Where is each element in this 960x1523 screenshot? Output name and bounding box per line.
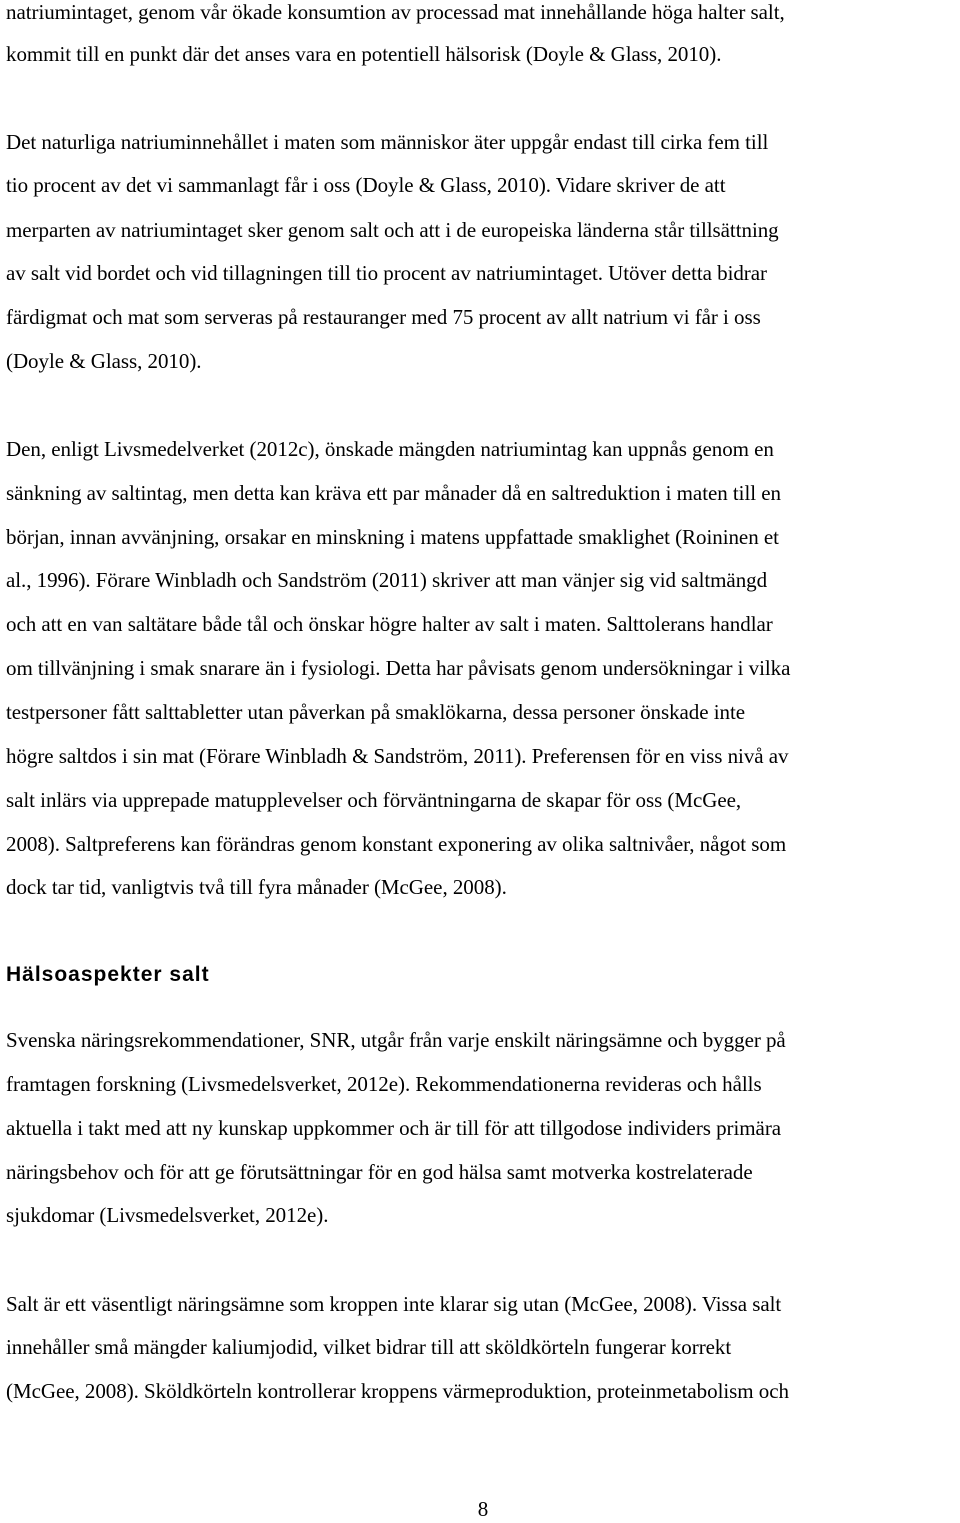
paragraph-3-line-11: dock tar tid, vanligtvis två till fyra månader (McGee, 2008). <box>6 875 507 899</box>
paragraph-4-line-3: aktuella i takt med att ny kunskap uppkommer och är till för att tillgodose individers primära <box>6 1116 782 1140</box>
paragraph-3-line-6: om tillvänjning i smak snarare än i fysiologi. Detta har påvisats genom undersökningar i vilka <box>6 656 791 680</box>
paragraph-4-line-2: framtagen forskning (Livsmedelsverket, 2012e). Rekommendationerna revideras och hålls <box>6 1072 762 1096</box>
paragraph-1-line-2: kommit till en punkt där det anses vara en potentiell hälsorisk (Doyle & Glass, 2010). <box>6 42 722 66</box>
paragraph-3-line-9: salt inlärs via upprepade matupplevelser och förväntningarna de skapar för oss (McGee, <box>6 788 742 812</box>
paragraph-1-line-1: natriumintaget, genom vår ökade konsumtion av processad mat innehållande höga halter salt, <box>6 0 785 24</box>
paragraph-3-line-5: och att en van saltätare både tål och önskar högre halter av salt i maten. Salttolerans handlar <box>6 612 773 636</box>
page-number: 8 <box>477 1497 489 1521</box>
paragraph-4-line-5: sjukdomar (Livsmedelsverket, 2012e). <box>6 1203 329 1227</box>
paragraph-3-line-2: sänkning av saltintag, men detta kan kräva ett par månader då en saltreduktion i maten till en <box>6 481 781 505</box>
paragraph-2-line-1: Det naturliga natriuminnehållet i maten som människor äter uppgår endast till cirka fem till <box>6 130 769 154</box>
paragraph-2-line-4: av salt vid bordet och vid tillagningen till tio procent av natriumintaget. Utöver detta bidrar <box>6 261 767 285</box>
section-heading: Hälsoaspekter salt <box>6 963 210 986</box>
paragraph-5-line-3: (McGee, 2008). Sköldkörteln kontrollerar kroppens värmeproduktion, proteinmetabolism och <box>6 1379 789 1403</box>
paragraph-3-line-10: 2008). Saltpreferens kan förändras genom konstant exponering av olika saltnivåer, något som <box>6 832 787 856</box>
paragraph-2-line-6: (Doyle & Glass, 2010). <box>6 349 202 373</box>
paragraph-4-line-4: näringsbehov och för att ge förutsättningar för en god hälsa samt motverka kostrelaterade <box>6 1160 753 1184</box>
paragraph-3-line-1: Den, enligt Livsmedelverket (2012c), önskade mängden natriumintag kan uppnås genom en <box>6 437 774 461</box>
paragraph-5-line-2: innehåller små mängder kaliumjodid, vilket bidrar till att sköldkörteln fungerar korrekt <box>6 1335 732 1359</box>
paragraph-3-line-3: början, innan avvänjning, orsakar en minskning i matens uppfattade smaklighet (Roininen et <box>6 525 779 549</box>
paragraph-3-line-4: al., 1996). Förare Winbladh och Sandström (2011) skriver att man vänjer sig vid saltmängd <box>6 568 768 592</box>
paragraph-4-line-1: Svenska näringsrekommendationer, SNR, utgår från varje enskilt näringsämne och bygger på <box>6 1028 786 1052</box>
paragraph-2-line-2: tio procent av det vi sammanlagt får i oss (Doyle & Glass, 2010). Vidare skriver de att <box>6 173 726 197</box>
paragraph-5-line-1: Salt är ett väsentligt näringsämne som kroppen inte klarar sig utan (McGee, 2008). Vissa salt <box>6 1292 782 1316</box>
paragraph-2-line-3: merparten av natriumintaget sker genom salt och att i de europeiska länderna står tillsättning <box>6 218 779 242</box>
paragraph-2-line-5: färdigmat och mat som serveras på restauranger med 75 procent av allt natrium vi får i oss <box>6 305 761 329</box>
paragraph-3-line-8: högre saltdos i sin mat (Förare Winbladh & Sandström, 2011). Preferensen för en viss nivå av <box>6 744 789 768</box>
paragraph-3-line-7: testpersoner fått salttabletter utan påverkan på smaklökarna, dessa personer önskade inte <box>6 700 746 724</box>
